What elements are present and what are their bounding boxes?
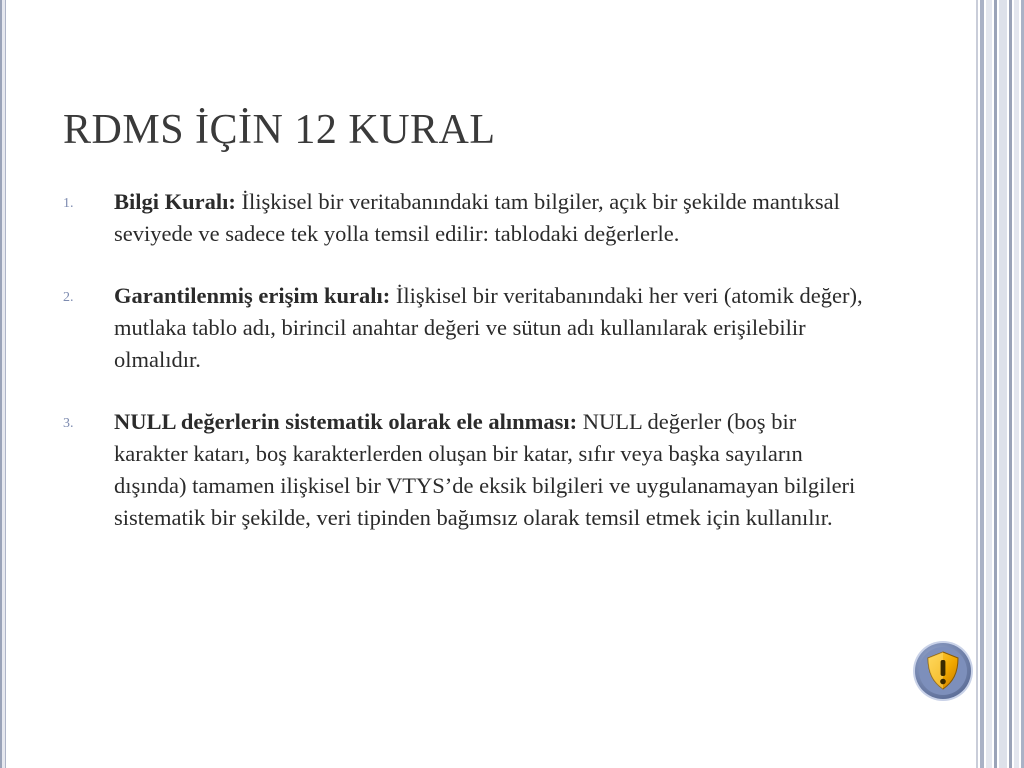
rule-title: Bilgi Kuralı: (114, 189, 236, 214)
rule-number: 2. (63, 290, 74, 305)
rule-title: Garantilenmiş erişim kuralı: (114, 283, 391, 308)
rules-list (62, 186, 872, 564)
left-border-decoration (0, 0, 9, 768)
rule-text: İlişkisel bir veritabanındaki her veri (atomik değer), mutlaka tablo adı, birincil anahtar değeri ve sütun adı kullanılarak erişilebilir olmalıdır. (114, 283, 863, 372)
rule-item-3 (62, 406, 872, 534)
slide-title: RDMS İÇİN 12 KURAL (63, 107, 496, 153)
rule-number: 1. (63, 196, 74, 211)
warning-shield-icon[interactable] (912, 640, 974, 702)
rule-title: NULL değerlerin sistematik olarak ele alınması: (114, 409, 578, 434)
rule-number: 3. (63, 416, 74, 431)
right-border-decoration (976, 0, 1024, 768)
rule-item-2 (62, 280, 872, 376)
rule-item-1 (62, 186, 872, 250)
rule-text: İlişkisel bir veritabanındaki tam bilgiler, açık bir şekilde mantıksal seviyede ve sadece tek yolla temsil edilir: tablodaki değerlerle. (114, 189, 840, 246)
rule-text: NULL değerler (boş bir karakter katarı, boş karakterlerden oluşan bir katar, sıfır veya başka sayıların dışında) tamamen ilişkisel bir VTYS’de eksik bilgileri ve uygulanamayan bilgileri sistematik bir şekilde, veri tipinden bağımsız olarak temsil etmek için kullanılır. (114, 409, 856, 530)
